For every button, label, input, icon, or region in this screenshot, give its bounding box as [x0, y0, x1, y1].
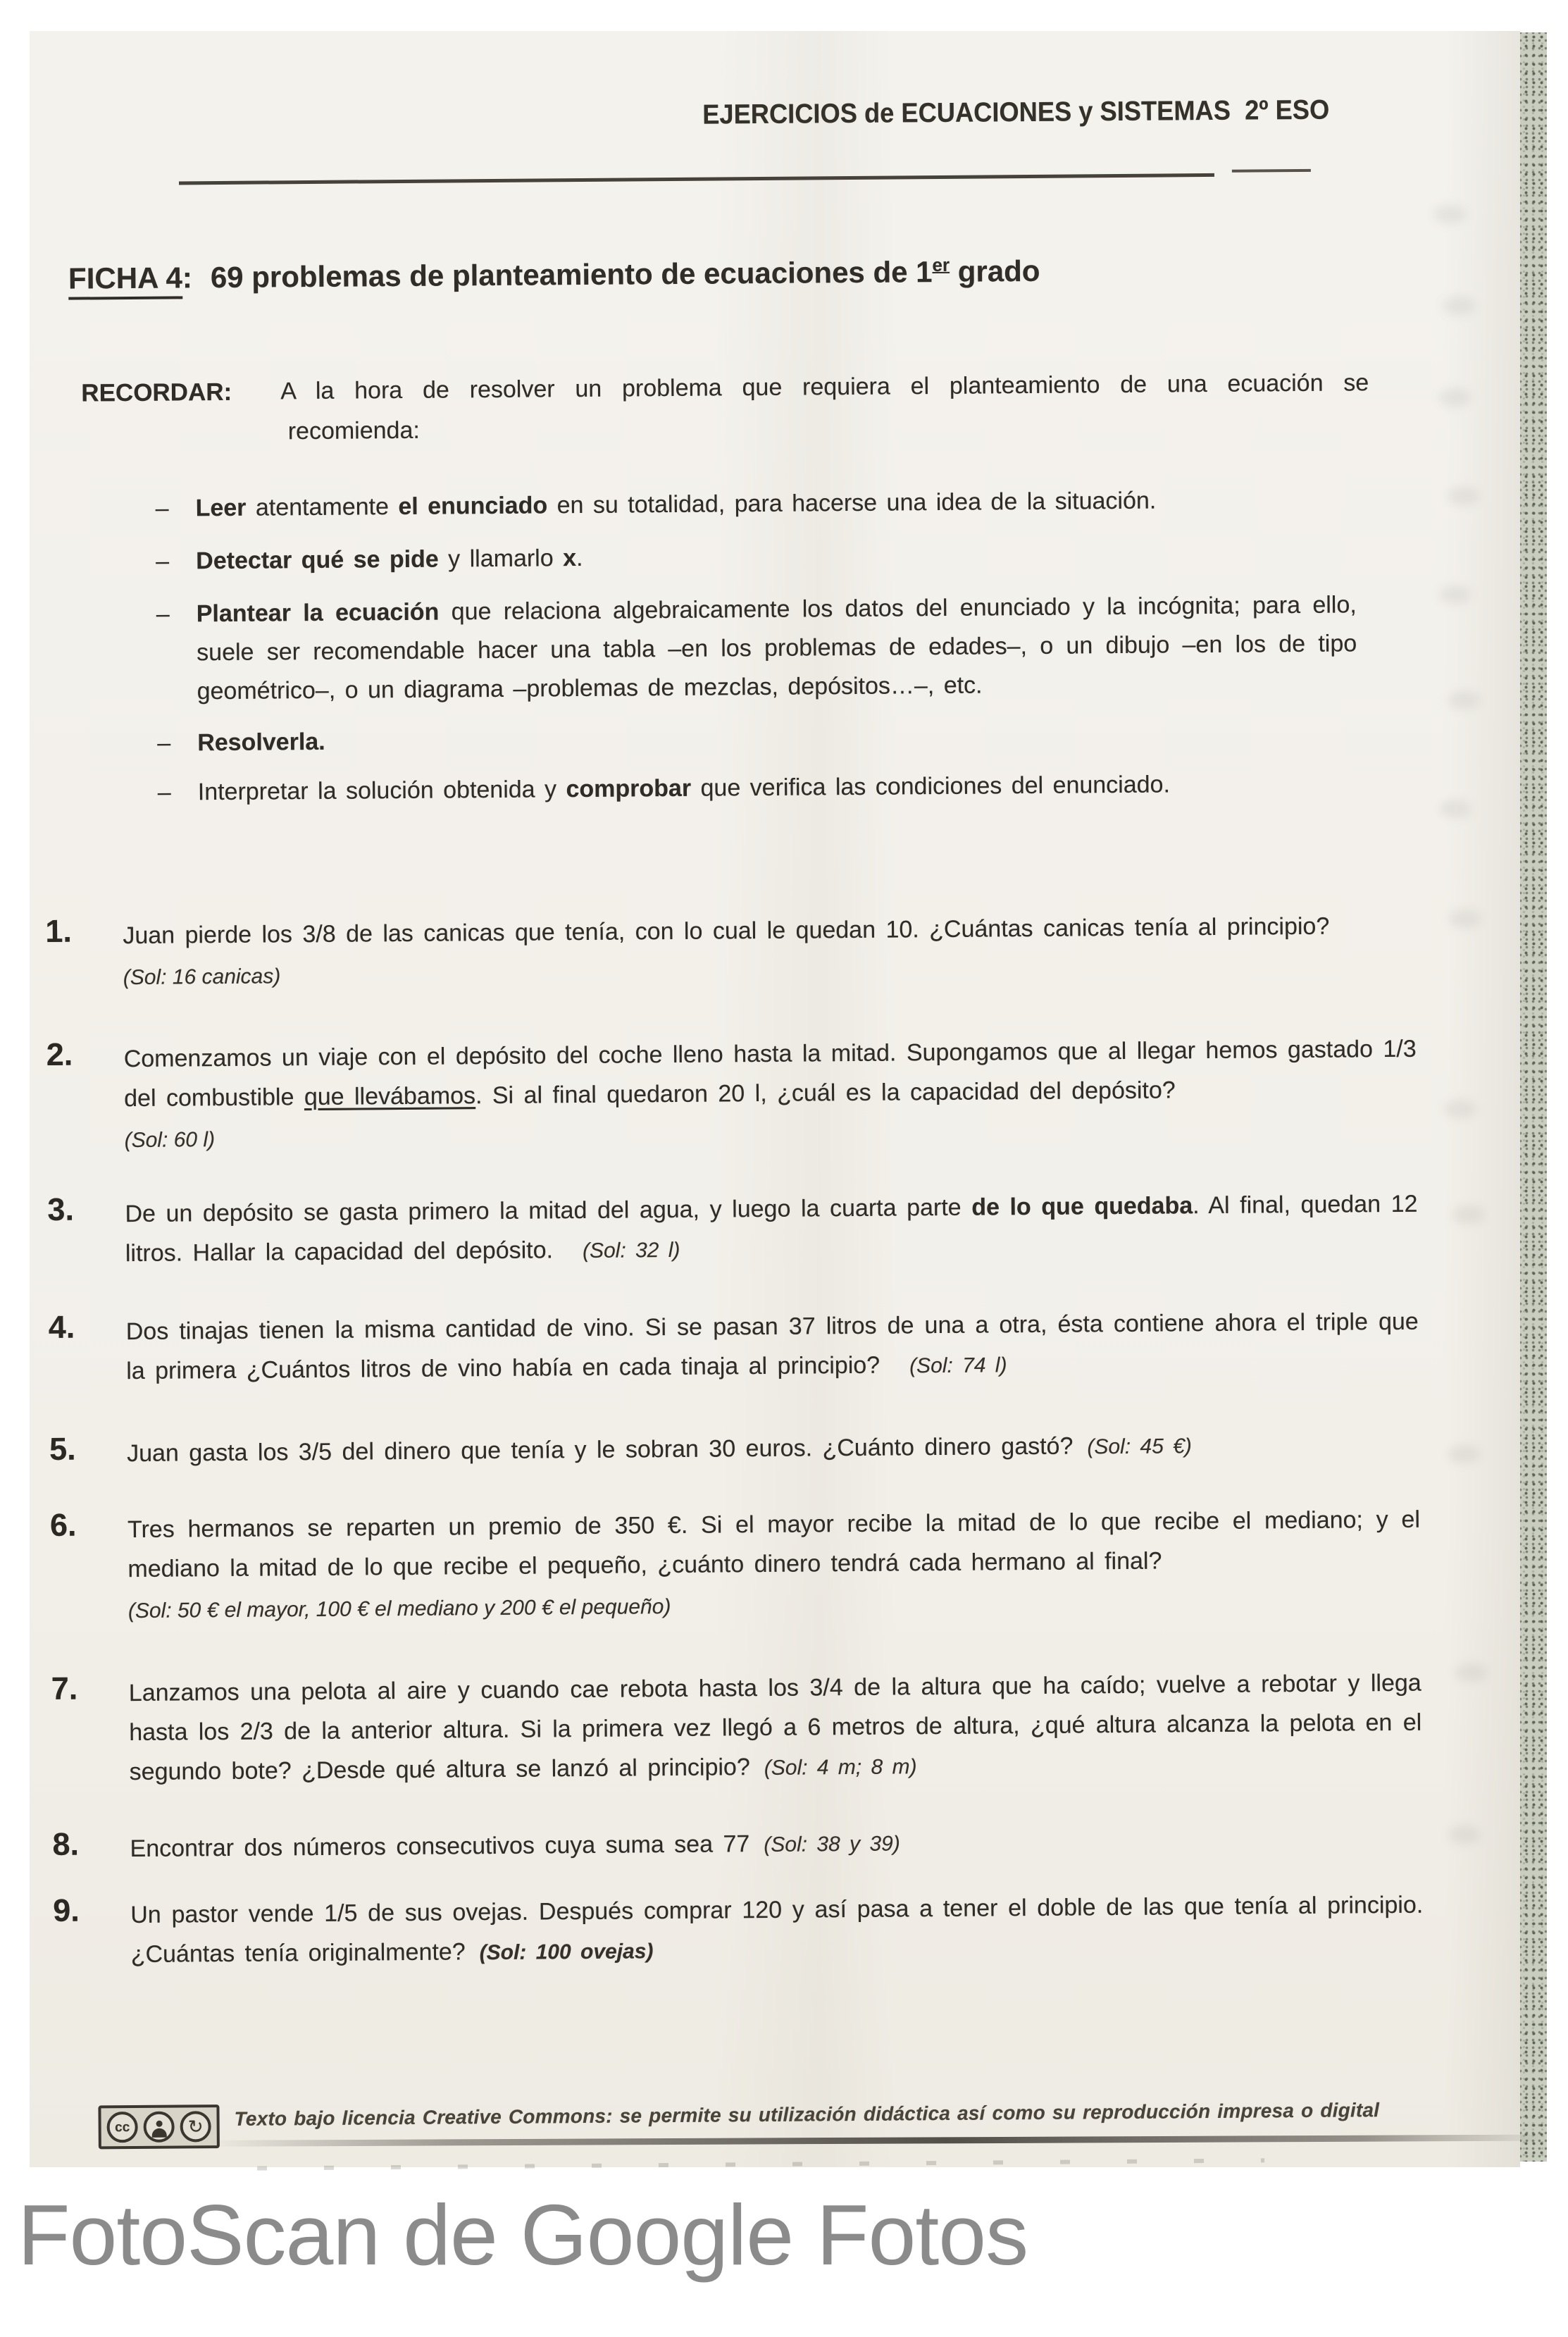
bullet-dash: –	[156, 600, 170, 628]
recordar-intro: A la hora de resolver un problema que requiera el planteamiento de una ecuación se	[280, 369, 1369, 405]
advice-plain: atentamente	[246, 493, 399, 521]
bleedthrough-mark	[1439, 800, 1471, 818]
advice-item-resolverla	[157, 714, 1362, 762]
problem-number: 7.	[51, 1670, 78, 1706]
advice-text	[197, 714, 1357, 762]
license-text: Texto bajo licencia Creative Commons: se permite su utilización didáctica así como su reproducción impresa o digital	[234, 2099, 1380, 2130]
problem-2	[46, 1029, 1428, 1161]
solution-text: (Sol: 50 € el mayor, 100 € el mediano y 200 € el pequeño)	[127, 1595, 671, 1623]
attribution-icon	[143, 2112, 174, 2143]
problem-text: Tres hermanos se reparten un premio de 350 €. Si el mayor recibe la mitad de lo que recibe el mediano; y el mediano la mitad de lo que recibe el pequeño, ¿cuánto dinero tendrá cada hermano al final?	[127, 1506, 1421, 1583]
ficha-subtitle	[211, 254, 1040, 294]
problem-statement	[125, 1184, 1418, 1275]
bullet-dash: –	[156, 547, 170, 575]
advice-item-detectar	[156, 533, 1360, 581]
problem-text: De un depósito se gasta primero la mitad del agua, y luego la cuarta parte	[125, 1194, 972, 1228]
problem-text: Lanzamos una pelota al aire y cuando cae rebota hasta los 3/4 de la altura que ha caído; vuelve a rebotar y llega hasta los 2/3 de la anterior altura. Si la primera vez llegó a 6 metros de altura, ¿qué altura alcanza la pelota en el segundo bote? ¿Desde qué altura se lanzó al principio?	[128, 1669, 1422, 1786]
solution-note	[128, 1582, 1431, 1632]
problem-statement	[130, 1819, 1422, 1870]
bullet-dash: –	[155, 495, 169, 522]
problem-number: 8.	[52, 1825, 80, 1862]
cc-glyph: cc	[114, 2119, 130, 2135]
ficha-title	[68, 254, 1040, 296]
advice-plain: en su totalidad, para hacerse una idea de la situación.	[547, 487, 1157, 519]
bleedthrough-mark	[1452, 1205, 1484, 1224]
problem-number: 5.	[49, 1430, 76, 1467]
advice-plain: que relaciona algebraicamente los datos del enunciado y la incógnita; para ello, suele ser recomendable hacer una tabla –en los problemas de edades–, o un dibujo –en los de tipo geométrico–, o un diagrama –problemas de mezclas, depósitos…–, etc.	[197, 591, 1357, 705]
bleedthrough-mark	[1448, 910, 1481, 928]
cc-icon	[106, 2112, 137, 2143]
problem-text: Comenzamos un viaje con el depósito del coche lleno hasta la mitad. Supongamos que al llegar hemos gastado 1/3 del combustible	[123, 1035, 1417, 1112]
fotoscan-brand: FotoScan	[18, 2187, 380, 2283]
creative-commons-badge	[98, 2104, 219, 2149]
bleedthrough-mark	[1433, 205, 1466, 223]
advice-plain: que verifica las condiciones del enunciado.	[690, 771, 1171, 802]
bleedthrough-mark	[1448, 1445, 1480, 1463]
person-body	[151, 2128, 166, 2137]
underlined-text: que llevábamos	[304, 1082, 476, 1111]
problem-5	[49, 1424, 1430, 1475]
problem-text: Juan pierde los 3/8 de las canicas que tenía, con lo cual le quedan 10. ¿Cuántas canicas tenía al principio?	[123, 912, 1330, 950]
advice-plain: Interpretar la solución obtenida y	[197, 776, 566, 806]
recordar-intro-2: recomienda:	[287, 416, 421, 445]
solution-note	[123, 948, 1426, 998]
solution-note: (Sol: 32 l)	[582, 1238, 680, 1263]
problem-number: 2.	[46, 1036, 73, 1072]
advice-bold: comprobar	[566, 774, 692, 803]
solution-text: (Sol: 16 canicas)	[123, 965, 281, 990]
bleedthrough-mark	[1443, 1100, 1476, 1118]
problem-3	[47, 1184, 1429, 1275]
problem-statement	[123, 906, 1415, 955]
share-alike-glyph: ↻	[187, 2116, 204, 2138]
problem-number: 6.	[49, 1506, 77, 1543]
fotoscan-suffix: de Google Fotos	[380, 2187, 1028, 2283]
advice-bold: Detectar qué se pide	[196, 545, 439, 575]
recordar-label: RECORDAR:	[81, 378, 232, 407]
bleedthrough-mark	[1438, 388, 1471, 407]
problem-statement	[126, 1302, 1419, 1392]
problem-statement	[130, 1885, 1424, 1976]
ficha-subtitle-tail: grado	[949, 254, 1040, 288]
problem-8	[52, 1819, 1433, 1871]
problem-6	[50, 1500, 1431, 1632]
problem-9	[53, 1885, 1434, 1976]
advice-bold: Plantear la ecuación	[196, 598, 440, 628]
advice-text	[196, 533, 1356, 581]
bullet-dash: –	[157, 779, 171, 806]
advice-bold: el enunciado	[398, 492, 548, 521]
problem-statement	[129, 1663, 1422, 1793]
worksheet-header-title: EJERCICIOS de ECUACIONES y SISTEMAS 2º ESO	[702, 94, 1330, 130]
bleedthrough-mark	[1447, 487, 1479, 505]
problem-4	[49, 1302, 1430, 1393]
advice-text	[195, 480, 1355, 528]
cutoff-text-remnants	[257, 2158, 1264, 2170]
scanned-worksheet-page	[30, 31, 1520, 2167]
ficha-label: FICHA 4	[68, 261, 182, 299]
advice-bold: x	[562, 545, 577, 572]
advice-bold: Resolverla.	[197, 728, 325, 757]
advice-item-interpretar	[158, 764, 1362, 812]
solution-note: (Sol: 100 ovejas)	[479, 1940, 654, 1965]
bold-text: de lo que quedaba	[971, 1192, 1193, 1221]
ordinal-superscript: er	[932, 254, 950, 276]
solution-note: (Sol: 38 y 39)	[764, 1832, 900, 1856]
problem-number: 1.	[45, 912, 73, 949]
problem-text: . Si al final quedaron 20 l, ¿cuál es la capacidad del depósito?	[475, 1077, 1176, 1110]
solution-text: (Sol: 60 l)	[124, 1128, 216, 1153]
paper-bottom-edge-shadow	[208, 2135, 1550, 2147]
bleedthrough-mark	[1455, 1663, 1488, 1682]
bullet-dash: –	[157, 729, 171, 757]
header-rule-dash	[1232, 169, 1311, 173]
bleedthrough-mark	[1448, 1825, 1480, 1844]
bleedthrough-mark	[1448, 691, 1480, 709]
advice-plain: y llamarlo	[438, 545, 564, 573]
solution-note: (Sol: 4 m; 8 m)	[764, 1755, 917, 1780]
problem-statement	[127, 1500, 1421, 1589]
ficha-subtitle-text: 69 problemas de planteamiento de ecuaciones de 1	[210, 255, 933, 295]
header-rule	[179, 173, 1214, 185]
solution-note	[124, 1111, 1427, 1161]
problem-number: 3.	[47, 1191, 75, 1227]
paper-content	[29, 20, 1536, 2168]
advice-plain: .	[575, 544, 583, 572]
advice-text	[197, 585, 1357, 711]
solution-note: (Sol: 74 l)	[909, 1353, 1007, 1378]
problem-number: 4.	[48, 1308, 75, 1345]
problem-statement	[124, 1029, 1417, 1118]
fotoscan-branding	[18, 2186, 1028, 2284]
share-alike-icon	[180, 2111, 211, 2142]
problem-number: 9.	[53, 1892, 80, 1928]
solution-note: (Sol: 45 €)	[1087, 1434, 1192, 1459]
problem-text: Un pastor vende 1/5 de sus ovejas. Después comprar 120 y así pasa a tener el doble de las que tenía al principio. ¿Cuántas tenía originalmente?	[130, 1891, 1424, 1969]
bleedthrough-mark	[1443, 297, 1475, 315]
advice-item-plantear	[156, 585, 1362, 711]
advice-bold: Leer	[195, 494, 247, 522]
advice-text	[198, 764, 1358, 812]
person-head	[156, 2120, 162, 2126]
ficha-colon: :	[182, 261, 193, 295]
bleedthrough-mark	[1439, 585, 1471, 604]
advice-item-leer	[155, 480, 1359, 528]
problem-1	[45, 906, 1426, 998]
problem-text: Juan gasta los 3/5 del dinero que tenía y le sobran 30 euros. ¿Cuánto dinero gastó?	[127, 1432, 1074, 1468]
problem-text: . Al final, quedan 12 litros. Hallar la capacidad del depósito.	[125, 1190, 1418, 1267]
problem-statement	[127, 1424, 1419, 1475]
problem-text: Encontrar dos números consecutivos cuya suma sea 77	[130, 1830, 750, 1863]
problem-7	[51, 1663, 1433, 1794]
problem-text: Dos tinajas tienen la misma cantidad de vino. Si se pasan 37 litros de una a otra, ésta contiene ahora el triple que la primera ¿Cuántos litros de vino había en cada tinaja al principio?	[125, 1308, 1419, 1385]
